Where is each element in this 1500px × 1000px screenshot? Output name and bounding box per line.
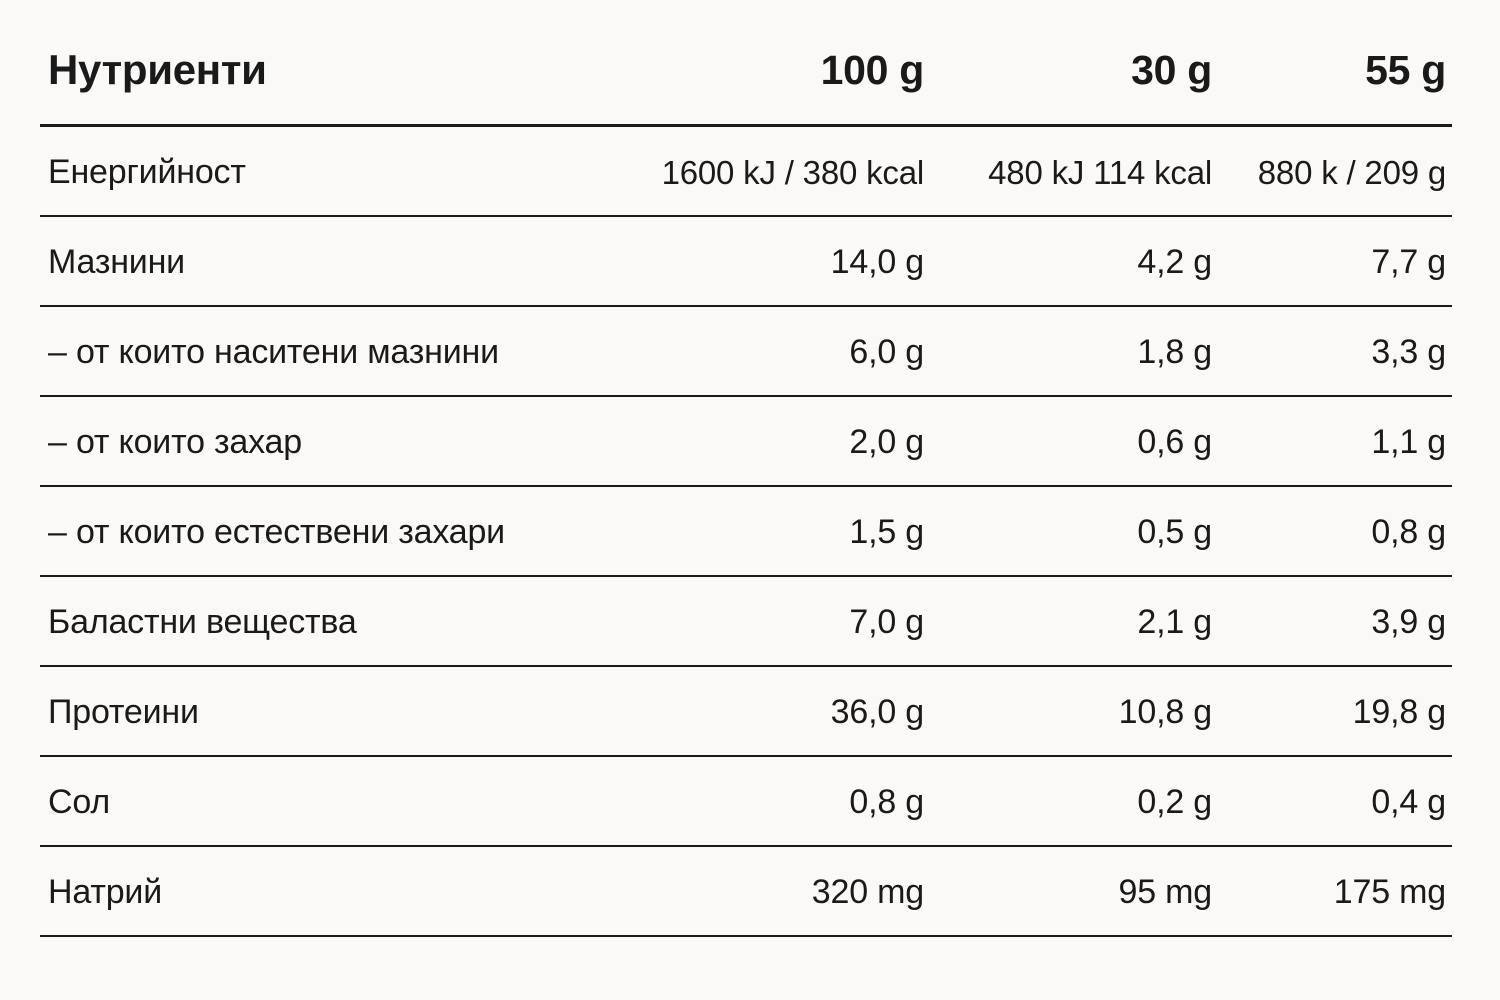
table-row (40, 576, 1452, 666)
table-row (40, 846, 1452, 936)
table-header (40, 34, 1452, 126)
nutrient-value-100g: 320 mg (600, 846, 930, 936)
nutrient-value-100g: 6,0 g (600, 306, 930, 396)
header-row (40, 34, 1452, 126)
nutrient-value-30g: 0,6 g (930, 396, 1218, 486)
nutrient-value-55g: 880 k / 209 g (1218, 126, 1452, 217)
nutrient-value-30g: 2,1 g (930, 576, 1218, 666)
nutrient-value-55g: 175 mg (1218, 846, 1452, 936)
nutrient-label: Сол (40, 756, 600, 846)
nutrient-value-55g: 7,7 g (1218, 216, 1452, 306)
nutrient-value-55g: 3,9 g (1218, 576, 1452, 666)
nutrient-value-100g: 1600 kJ / 380 kcal (600, 126, 930, 217)
nutrient-value-55g: 1,1 g (1218, 396, 1452, 486)
nutrient-label: – от които естествени захари (40, 486, 600, 576)
table-row (40, 216, 1452, 306)
nutrient-value-30g: 480 kJ 114 kcal (930, 126, 1218, 217)
nutrient-label: Мазнини (40, 216, 600, 306)
nutrient-value-30g: 10,8 g (930, 666, 1218, 756)
table-row (40, 306, 1452, 396)
nutrient-value-30g: 1,8 g (930, 306, 1218, 396)
nutrient-value-100g: 2,0 g (600, 396, 930, 486)
nutrient-value-100g: 0,8 g (600, 756, 930, 846)
column-header-100g: 100 g (600, 34, 930, 126)
nutrient-value-100g: 7,0 g (600, 576, 930, 666)
nutrient-label: Натрий (40, 846, 600, 936)
nutrient-value-100g: 1,5 g (600, 486, 930, 576)
column-header-55g: 55 g (1218, 34, 1452, 126)
nutrient-value-30g: 0,2 g (930, 756, 1218, 846)
nutrient-value-100g: 36,0 g (600, 666, 930, 756)
nutrient-value-55g: 19,8 g (1218, 666, 1452, 756)
table-row (40, 396, 1452, 486)
column-header-30g: 30 g (930, 34, 1218, 126)
nutrient-value-55g: 3,3 g (1218, 306, 1452, 396)
nutrient-value-30g: 4,2 g (930, 216, 1218, 306)
table-row (40, 666, 1452, 756)
nutrient-label: Енергийност (40, 126, 600, 217)
table-row (40, 756, 1452, 846)
table-title: Нутриенти (40, 34, 600, 126)
nutrient-value-30g: 0,5 g (930, 486, 1218, 576)
nutrient-value-100g: 14,0 g (600, 216, 930, 306)
nutrient-value-55g: 0,4 g (1218, 756, 1452, 846)
nutrient-value-30g: 95 mg (930, 846, 1218, 936)
nutrient-value-55g: 0,8 g (1218, 486, 1452, 576)
table-body (40, 126, 1452, 937)
nutrition-table (40, 34, 1452, 937)
table-row (40, 126, 1452, 217)
nutrient-label: Баластни вещества (40, 576, 600, 666)
nutrient-label: Протеини (40, 666, 600, 756)
table-row (40, 486, 1452, 576)
nutrient-label: – от които захар (40, 396, 600, 486)
nutrient-label: – от които наситени мазнини (40, 306, 600, 396)
